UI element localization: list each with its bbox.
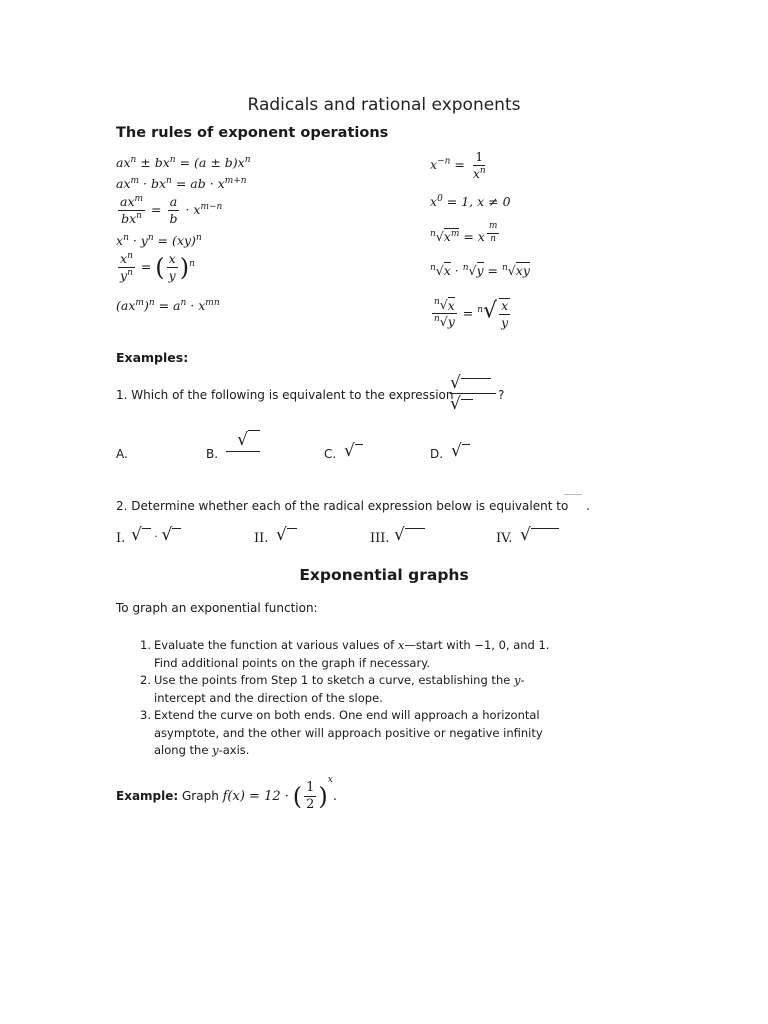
- question-1-text: 1. Which of the following is equivalent to the expression: [116, 388, 454, 402]
- option-ii-label[interactable]: II.: [254, 531, 269, 546]
- rule-radical-product: $^n$√x · $^n$√y = $^n$√xy: [430, 263, 530, 279]
- question-1-expression: √ √: [450, 373, 498, 414]
- list-item: 1. Evaluate the function at various values of x—start with −1, 0, and 1. Find additional points on the graph if necessary.: [140, 638, 550, 670]
- question-1-end: ?: [498, 388, 505, 402]
- option-iii-label[interactable]: III.: [370, 531, 390, 546]
- option-a-label[interactable]: A.: [116, 447, 128, 461]
- rule-zero-exponent: $x^0 = 1$, x ≠ 0: [430, 194, 511, 210]
- rule-power-product: $x^n \cdot y^n = (xy)^n$: [116, 233, 202, 249]
- list-item: 3. Extend the curve on both ends. One end will approach a horizontal asymptote, and the other will approach positive or negative infinity along the y-axis.: [140, 708, 543, 757]
- rule-radical-to-exponent: $^n√x^m = x$ $^{\frac{m}{n}}$: [430, 221, 498, 245]
- question-2-end: .: [586, 499, 590, 513]
- rule-product: $ax^m \cdot bx^n$ = ab · $x^{m+n}$: [116, 176, 247, 192]
- rule-negative-exponent: $x^{-n}$ = $\frac{1}{x^n}$: [430, 149, 486, 181]
- option-d-expression: √: [451, 441, 470, 461]
- option-d-label[interactable]: D.: [430, 447, 444, 461]
- example-label: Example:: [116, 789, 179, 803]
- question-2-text: 2. Determine whether each of the radical expression below is equivalent to: [116, 499, 569, 513]
- option-iii-expression: √: [394, 525, 425, 545]
- list-item: 2. Use the points from Step 1 to sketch a curve, establishing the y-intercept and the direction of the slope.: [140, 673, 525, 705]
- option-i-expression: √ · √: [131, 525, 181, 545]
- example-function: f(x) = 12 ·: [222, 789, 289, 804]
- steps-list: [140, 637, 550, 760]
- example-base: ( $\frac{1}{2}$ )$^x$.: [292, 775, 337, 812]
- rule-quotient: $\frac{ax^m}{bx^n}$ = $\frac{a}{b}$ · $x^{m-n}$: [120, 194, 223, 227]
- page-title: Radicals and rational exponents: [247, 95, 521, 115]
- examples-heading: Examples:: [116, 350, 189, 365]
- option-b-label[interactable]: B.: [206, 447, 219, 461]
- example-graph: Example: Graph f(x) = 12 · ( $\frac{1}{2}$ )$^x$.: [116, 775, 337, 812]
- question-2-expression: [564, 494, 582, 495]
- option-c-label[interactable]: C.: [324, 447, 337, 461]
- rule-power-quotient: $\frac{x^n}{y^n}$ = ( $\frac{x}{y}$ )$^n$: [120, 251, 195, 284]
- option-b-expression: √: [226, 430, 260, 452]
- graph-intro: To graph an exponential function:: [116, 601, 318, 615]
- option-iv-expression: √: [520, 525, 559, 545]
- option-ii-expression: √: [276, 525, 297, 545]
- rule-sum: $ax^n \pm bx^n = (a \pm b)x^n$: [116, 155, 251, 171]
- rule-radical-quotient: $\frac{^n√x}{^n√y}$ = $^n$√ $\frac{x}{y}$: [434, 297, 509, 330]
- rule-power-of-power: $(ax^m)^n = a^n \cdot x^{mn}$: [116, 298, 220, 314]
- option-c-expression: √: [344, 441, 363, 461]
- option-iv-label[interactable]: IV.: [496, 531, 513, 546]
- rules-heading: The rules of exponent operations: [116, 125, 389, 141]
- exponential-graphs-heading: Exponential graphs: [299, 566, 469, 584]
- option-i-label[interactable]: I.: [116, 531, 126, 546]
